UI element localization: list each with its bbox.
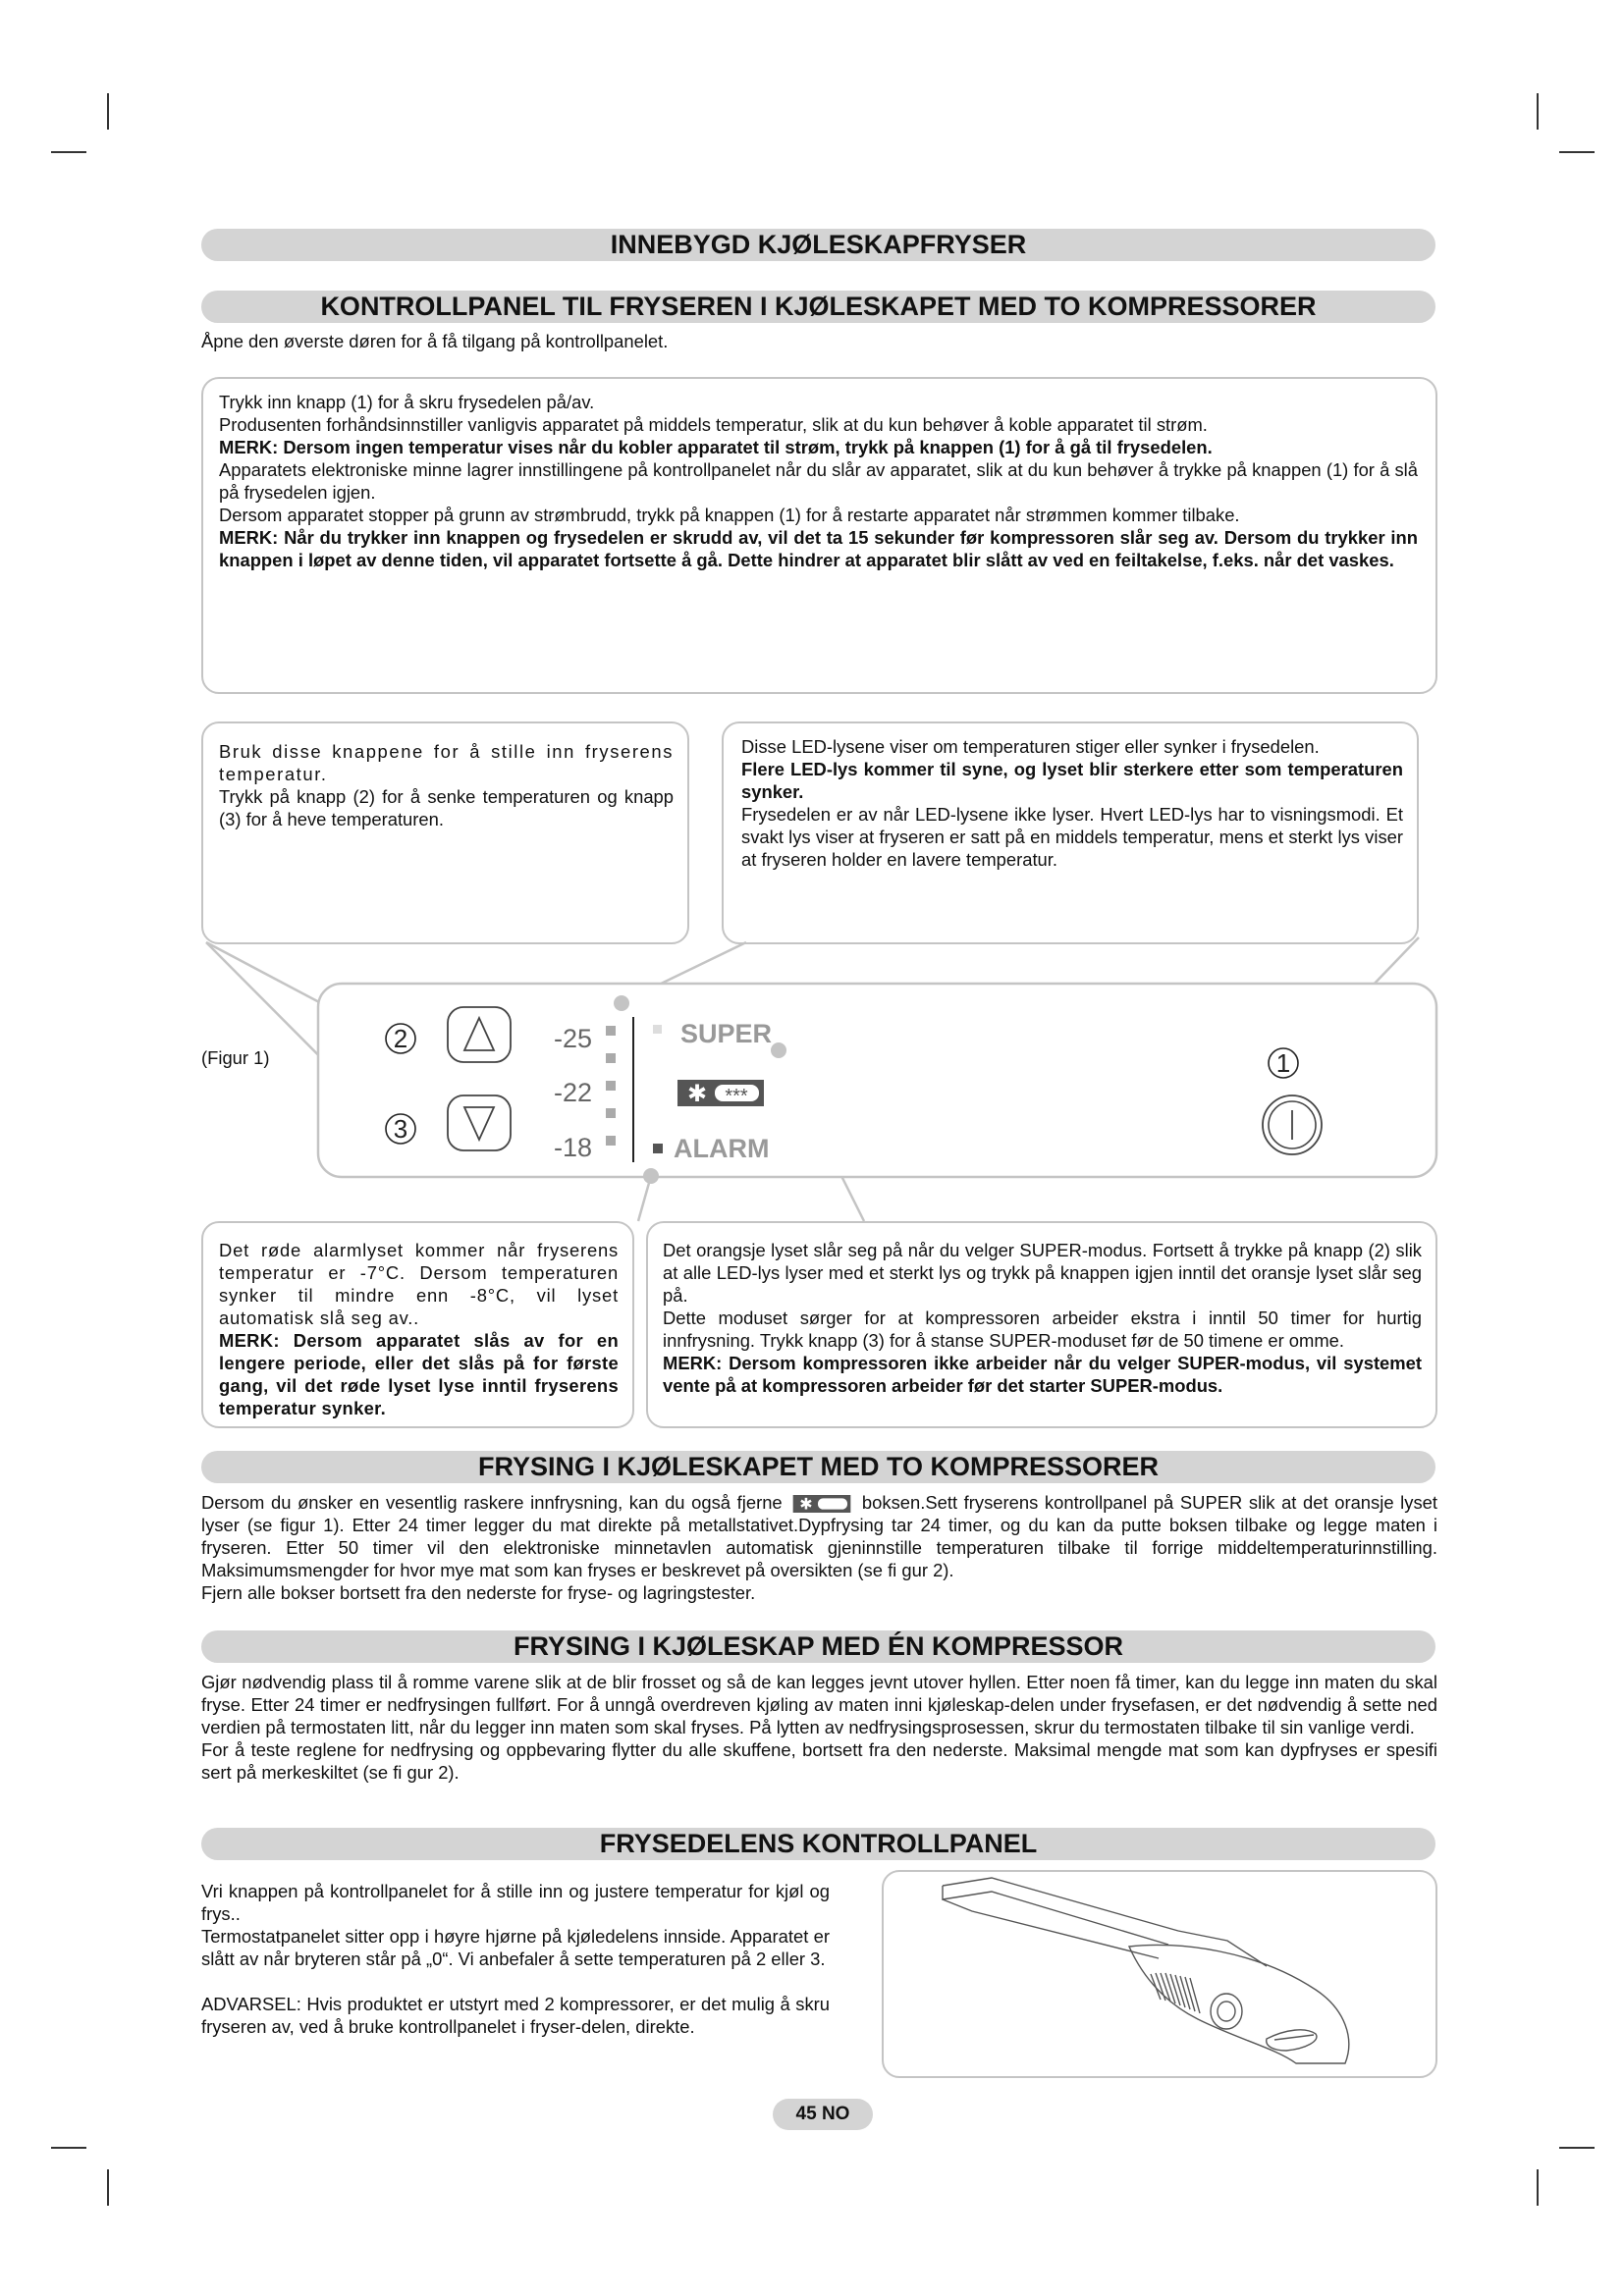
crop-mark-br-h — [1559, 2147, 1595, 2149]
buttons-info-p2: Trykk på knapp (2) for å senke temperaturen og knapp (3) for å heve temperaturen. — [219, 786, 674, 829]
temp-led — [606, 1081, 616, 1091]
up-button-frame — [448, 1007, 511, 1062]
power-button[interactable] — [1263, 1095, 1322, 1154]
up-button[interactable] — [448, 1007, 511, 1062]
freezing-two-rest: boksen.Sett fryserens kontrollpanel på SUPER slik at det oransje lyset lyser (se figur 1). Etter 24 timer legger du mat direkte på metallstativet.Dypfrysing tar 24 timer, og du kan da putte boksen tilbake og legge maten i fryseren. Etter 50 timer vil den elektroniske minnetavlen automatisk gjeninnstille temperaturen tilbake til forrige middeltemperaturinnstilling. Maksimumsmengder for hvor mye mat som kan fryses er beskrevet på oversikten (se fi gur 2). — [201, 1492, 1437, 1580]
main-info-p1: Trykk inn knapp (1) for å skru frysedelen på/av. — [219, 392, 595, 412]
super-box-stars: *** — [725, 1086, 748, 1107]
svg-text:✱: ✱ — [799, 1496, 813, 1514]
lamp-tab — [1267, 2030, 1317, 2051]
freezer-panel-title-banner: FRYSEDELENS KONTROLLPANEL — [201, 1828, 1435, 1860]
super-box-icon — [677, 1080, 764, 1107]
alarm-info-p2: MERK: Dersom apparatet slås av for en lengere periode, eller det slås på for første gang, vil det røde lyset lyse inntil fryserens temperatur synker. — [219, 1330, 619, 1418]
vent-line — [1185, 1977, 1195, 2011]
main-info-p2: Produsenten forhåndsinnstiller vanligvis apparatet på middels temperatur, slik at du kun behøver å koble apparatet til strøm. — [219, 414, 1208, 435]
thermostat-illustration — [884, 1872, 1435, 2075]
freezing-one-p1: Gjør nødvendig plass til å romme varene slik at de blir frosset og så de kan legges jevnt utover hyllen. Etter noen få timer, kan du legge inn maten du skal fryse. Etter 24 timer er nedfrysingen fullført. For å unngå overdreven kjøling av maten inni kjøleskap-delen under frysefasen, er det nødvendig å sette ned verdien på termostaten litt, når du legger inn maten som skal fryses. På lytten av nedfrysingsprosessen, skrur du termostaten tilbake til sin vanlige verdi. — [201, 1672, 1437, 1737]
freezing-two-title-banner: FRYSING I KJØLESKAPET MED TO KOMPRESSORER — [201, 1451, 1435, 1483]
vent-line — [1170, 1974, 1180, 2005]
connector-dot — [643, 1168, 659, 1184]
leds-info-p3: Frysedelen er av når LED-lysene ikke lyser. Hvert LED-lys har to visningsmodi. Et svakt lys viser at fryseren er satt på en middels temperatur, mens et sterkt lys viser at fryseren holder en lavere temperatur. — [741, 804, 1403, 870]
main-info-p4: Apparatets elektroniske minne lagrer innstillingene på kontrollpanelet når du slår av apparatet, slik at du kun behøver å trykke på knappen (1) for å slå på frysedelen igjen. — [219, 459, 1418, 503]
snowflake-icon: ✱ — [686, 1081, 708, 1107]
buttons-info-p1: Bruk disse knappene for å stille inn fryserens temperatur. — [219, 741, 674, 784]
freezing-one-title-banner: FRYSING I KJØLESKAP MED ÉN KOMPRESSOR — [201, 1630, 1435, 1663]
crop-mark-br-v — [1537, 2169, 1539, 2206]
freezing-two-text — [201, 1491, 1437, 1604]
super-label: SUPER — [680, 1019, 773, 1048]
lamp-tab-line — [1274, 2035, 1314, 2040]
temp-led — [606, 1053, 616, 1063]
vent-line — [1156, 1973, 1165, 2001]
freezer-panel-p2: Termostatpanelet sitter opp i høyre hjørne på kjøledelens innside. Apparatet er slått av når bryteren står på „0“. Vi anbefaler å sette temperaturen på 2 eller 3. — [201, 1926, 830, 1969]
super-info-p3: MERK: Dersom kompressoren ikke arbeider når du velger SUPER-modus, vil systemet vente på at kompressoren arbeider før det starter SUPER-modus. — [663, 1353, 1422, 1396]
alarm-label: ALARM — [674, 1134, 770, 1163]
figure-caption: (Figur 1) — [201, 1047, 270, 1068]
crop-mark-bl-v — [107, 2169, 109, 2206]
rail-outline — [943, 1899, 1159, 1958]
freezer-panel-p1: Vri knappen på kontrollpanelet for å stille inn og justere temperatur for kjøl og frys.. — [201, 1881, 830, 1924]
freezing-two-p2: Fjern alle bokser bortsett fra den nederste for fryse- og lagringstester. — [201, 1582, 756, 1603]
alarm-info-text — [219, 1239, 619, 1419]
vent-line — [1151, 1974, 1161, 2000]
connector-dot — [771, 1042, 786, 1058]
callout-3: 3 — [393, 1114, 408, 1144]
super-info-p2: Dette moduset sørger for at kompressoren arbeider ekstra i inntil 50 timer for hurtig innfrysning. Trykk knapp (3) for å stanse SUPER-moduset før de 50 timene er omme. — [663, 1308, 1422, 1351]
freezing-two-lead: Dersom du ønsker en vesentlig raskere innfrysning, kan du også fjerne — [201, 1492, 783, 1513]
main-info-note2: MERK: Når du trykker inn knappen og frysedelen er skrudd av, vil det ta 15 sekunder før kompressoren slår seg av. Dersom du trykker inn knappen i løpet av denne tiden, vil apparatet fortsette å gå. Dette hindrer at apparatet blir slått av ved en feiltakelse, f.eks. når det vaskes. — [219, 527, 1418, 570]
temp-label-22: -22 — [553, 1078, 592, 1107]
main-info-note1: MERK: Dersom ingen temperatur vises når du kobler apparatet til strøm, trykk på knappen (1) for å gå til frysedelen. — [219, 437, 1213, 457]
alarm-led — [653, 1144, 663, 1153]
freezer-panel-p3: ADVARSEL: Hvis produktet er utstyrt med 2 kompressorer, er det mulig å skru fryseren av, ved å bruke kontrollpanelet i fryser-delen, direkte. — [201, 1994, 830, 2037]
freezing-one-p2: For å teste reglene for nedfrysing og oppbevaring flytter du alle skuffene, bortsett fra den nederste. Maksimal mengde mat som kan dypfryses er spesifi sert på merkeskiltet (se fi gur 2). — [201, 1739, 1437, 1783]
down-button[interactable] — [448, 1095, 511, 1150]
thermostat-illustration-box — [882, 1870, 1437, 2078]
leds-info-p2: Flere LED-lys kommer til syne, og lyset blir sterkere etter som temperaturen synker. — [741, 759, 1403, 802]
vent-line — [1190, 1978, 1200, 2013]
vent-line — [1180, 1976, 1190, 2009]
thermostat-knob-inner — [1218, 2002, 1235, 2021]
alarm-info-p1: Det røde alarmlyset kommer når fryserens temperatur er -7°C. Dersom temperaturen synker til mindre enn -8°C, vil lyset automatisk slå seg av.. — [219, 1240, 619, 1328]
super-led — [653, 1025, 662, 1034]
main-info-p5: Dersom apparatet stopper på grunn av strømbrudd, trykk på knappen (1) for å restarte apparatet når strømmen kommer tilbake. — [219, 505, 1240, 525]
connector-dot — [614, 995, 629, 1011]
thermostat-knob-icon — [1211, 1994, 1242, 2029]
freezing-one-text — [201, 1671, 1437, 1784]
callout-1: 1 — [1275, 1048, 1291, 1078]
alarm-info-box — [201, 1221, 634, 1428]
super-info-box — [646, 1221, 1437, 1428]
super-box-inline-icon — [790, 1495, 853, 1513]
intro-text: Åpne den øverste døren for å få tilgang på kontrollpanelet. — [201, 331, 669, 351]
temp-label-25: -25 — [553, 1024, 592, 1053]
super-info-p1: Det orangsje lyset slår seg på når du velger SUPER-modus. Fortsett å trykke på knapp (2) slik at alle LED-lys lyser med et sterkt lys og trykk på knappen igjen inntil det oransje lyset slår seg på. — [663, 1240, 1422, 1306]
main-title-banner: INNEBYGD KJØLESKAPFRYSER — [201, 229, 1435, 261]
thermostat-housing — [1129, 1945, 1349, 2063]
temp-led — [606, 1136, 616, 1146]
down-button-frame — [448, 1095, 511, 1150]
leds-info-p1: Disse LED-lysene viser om temperaturen stiger eller synker i frysedelen. — [741, 736, 1320, 757]
freezing-two-p1 — [201, 1491, 1437, 1581]
freezer-panel-text — [201, 1880, 830, 2038]
temp-label-18: -18 — [553, 1133, 592, 1162]
temp-led — [606, 1026, 616, 1036]
rail-outline — [943, 1886, 1168, 1945]
vent-line — [1175, 1975, 1185, 2007]
page-number: 45 NO — [773, 2099, 873, 2130]
crop-mark-bl-h — [51, 2147, 86, 2149]
callout-2: 2 — [393, 1024, 408, 1053]
temp-led — [606, 1108, 616, 1118]
control-panel-title-banner: KONTROLLPANEL TIL FRYSEREN I KJØLESKAPET MED TO KOMPRESSORER — [201, 291, 1435, 323]
super-info-text — [663, 1239, 1422, 1397]
